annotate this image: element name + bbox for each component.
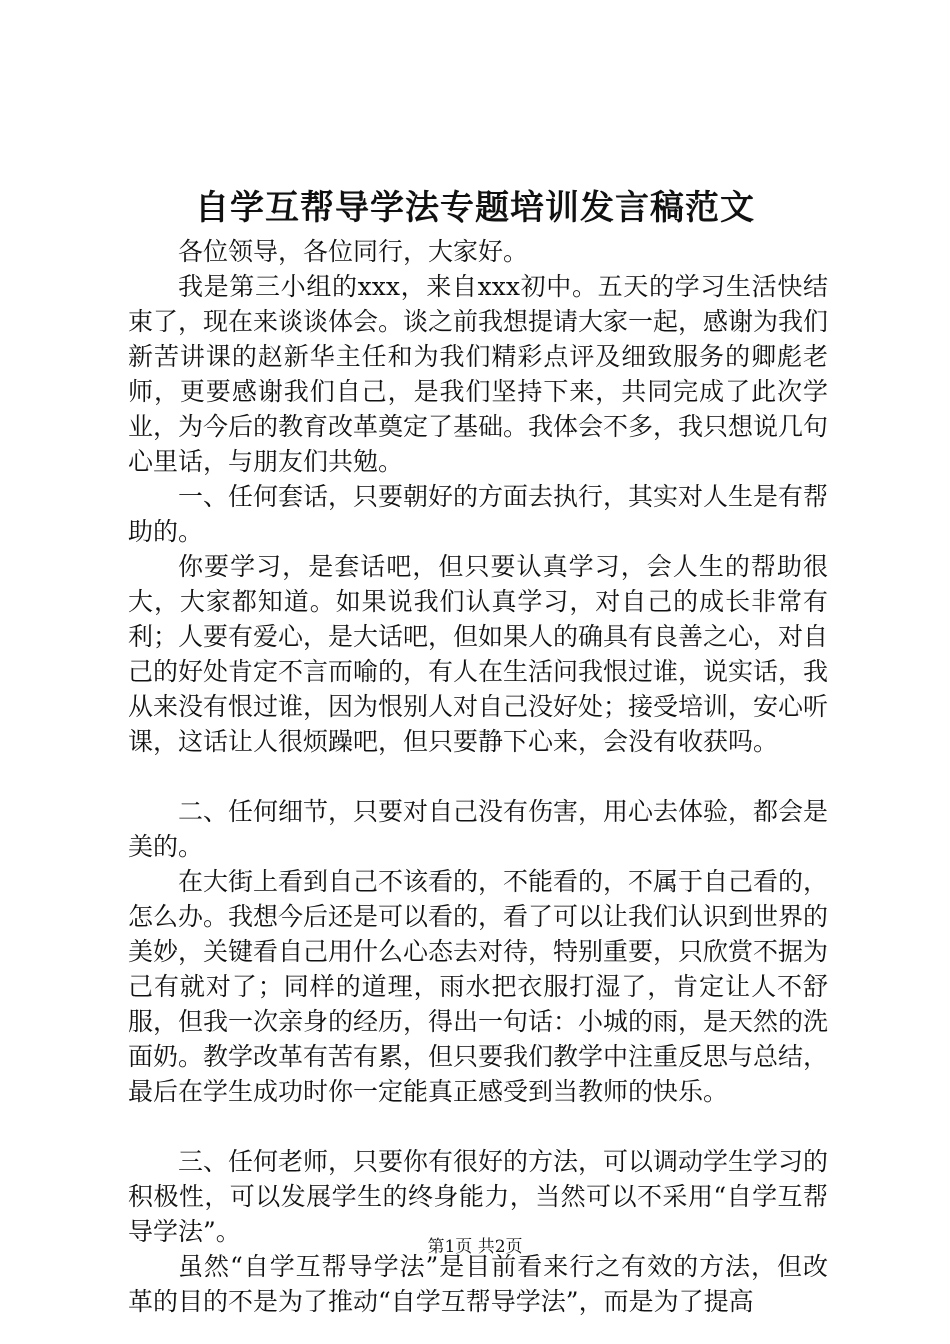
document-body — [128, 234, 828, 1319]
greeting-paragraph: 各位领导，各位同行，大家好。 — [178, 237, 529, 266]
document-title: 自学互帮导学法专题培训发言稿范文 — [195, 188, 755, 228]
page-footer: 第1页 共2页 — [427, 1237, 523, 1257]
intro-paragraph: 我是第三小组的xxx，来自xxx初中。五天的学习生活快结束了，现在来谈谈体会。谈之前我想提请大家一起，感谢为我们新苦讲课的赵新华主任和为我们精彩点评及细致服务的卿彪老师，更要感谢我们自己，是我们坚持下来，共同完成了此次学业，为今后的教育改革奠定了基础。我体会不多，我只想说几句心里话，与朋友们共勉。 — [128, 272, 829, 476]
point-one-heading: 一、任何套话，只要朝好的方面去执行，其实对人生是有帮助的。 — [128, 482, 829, 546]
point-three-heading: 三、任何老师，只要你有很好的方法，可以调动学生学习的积极性，可以发展学生的终身能力，当然可以不采用“自学互帮导学法”。 — [128, 1147, 829, 1246]
point-three-body: 虽然“自学互帮导学法”是目前看来行之有效的方法，但改革的目的不是为了推动“自学互帮导学法”，而是为了提高 — [128, 1252, 828, 1316]
point-two-heading: 二、任何细节，只要对自己没有伤害，用心去体验，都会是美的。 — [128, 797, 829, 861]
point-two-body: 在大街上看到自己不该看的，不能看的，不属于自己看的，怎么办。我想今后还是可以看的，看了可以让我们认识到世界的美妙，关键看自己用什么心态去对待，特别重要，只欣赏不据为己有就对了；同样的道理，雨水把衣服打湿了，肯定让人不舒服，但我一次亲身的经历，得出一句话：小城的雨，是天然的洗面奶。教学改革有苦有累，但只要我们教学中注重反思与总结，最后在学生成功时你一定能真正感受到当教师的快乐。 — [128, 867, 829, 1106]
point-one-body: 你要学习，是套话吧，但只要认真学习，会人生的帮助很大，大家都知道。如果说我们认真学习，对自己的成长非常有利；人要有爱心，是大话吧，但如果人的确具有良善之心，对自己的好处肯定不言而喻的，有人在生活问我恨过谁，说实话，我从来没有恨过谁，因为恨别人对自己没好处；接受培训，安心听课，这话让人很烦躁吧，但只要静下心来，会没有收获吗。 — [128, 552, 829, 756]
